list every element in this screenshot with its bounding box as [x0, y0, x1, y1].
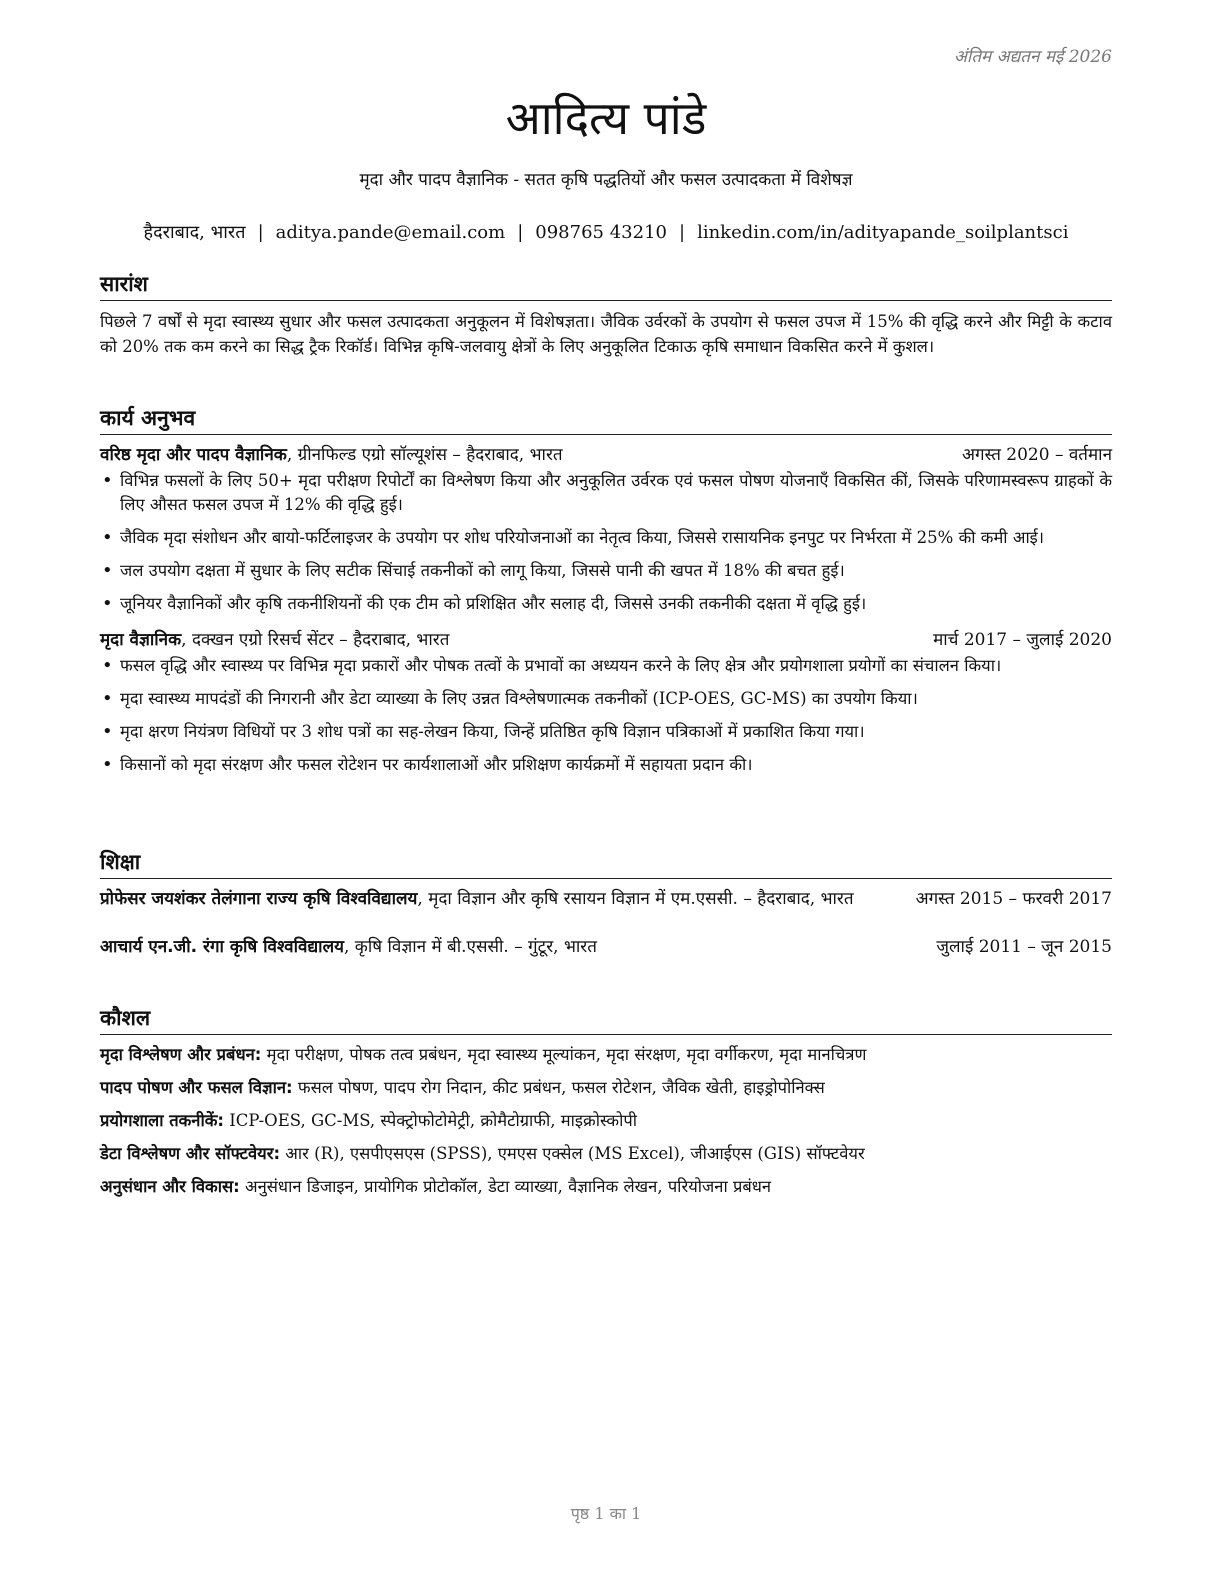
education-dates: अगस्त 2015 – फरवरी 2017	[915, 889, 1112, 909]
skill-label: प्रयोगशाला तकनीकें:	[100, 1111, 224, 1130]
skill-value: आर (R), एसपीएसएस (SPSS), एमएस एक्सेल (MS Excel), जीआईएस (GIS) सॉफ्टवेयर	[280, 1144, 865, 1163]
page-number: पृष्ठ 1 का 1	[570, 1504, 642, 1523]
job-org: , ग्रीनफिल्ड एग्रो सॉल्यूशंस – हैदराबाद, भारत	[286, 445, 563, 465]
skill-value: मृदा परीक्षण, पोषक तत्व प्रबंधन, मृदा स्वास्थ्य मूल्यांकन, मृदा संरक्षण, मृदा वर्गीकरण, मृदा मानचित्रण	[261, 1045, 867, 1064]
job-dates: मार्च 2017 – जुलाई 2020	[933, 630, 1112, 650]
contact-location: हैदराबाद, भारत	[143, 222, 246, 243]
resume-page	[100, 0, 1112, 1584]
contact-separator: |	[517, 222, 524, 243]
education-entry	[100, 935, 1112, 959]
education-section	[100, 848, 1112, 959]
skill-row	[100, 1175, 1112, 1199]
job-header	[100, 443, 1112, 467]
job-bullet: • जैविक मृदा संशोधन और बायो-फर्टिलाइजर के उपयोग पर शोध परियोजनाओं का नेतृत्व किया, जिससे रासायनिक इनपुट पर निर्भरता में 25% की कमी आई।	[120, 526, 1112, 550]
last-updated: अंतिम अद्यतन मई 2026	[953, 47, 1112, 67]
skill-label: डेटा विश्लेषण और सॉफ्टवेयर:	[100, 1144, 281, 1163]
education-institution: प्रोफेसर जयशंकर तेलंगाना राज्य कृषि विश्वविद्यालय	[100, 889, 418, 909]
job-header	[100, 628, 1112, 652]
skill-row	[100, 1142, 1112, 1166]
summary-section	[100, 270, 1112, 359]
job-role: मृदा वैज्ञानिक	[100, 630, 182, 650]
job-bullet: • विभिन्न फसलों के लिए 50+ मृदा परीक्षण रिपोर्टों का विश्लेषण किया और अनुकूलित उर्वरक एवं फसल पोषण योजनाएँ विकसित कीं, जिसके परिणामस्वरूप ग्राहकों के लिए औसत फसल उपज में 12% की वृद्धि हुई।	[120, 469, 1112, 517]
contact-linkedin[interactable]: linkedin.com/in/adityapande_soilplantsci	[697, 222, 1069, 243]
job-entry	[100, 628, 1112, 777]
contact-email[interactable]: aditya.pande@email.com	[275, 222, 506, 243]
skill-row	[100, 1076, 1112, 1100]
job-bullets	[100, 469, 1112, 616]
experience-section	[100, 404, 1112, 786]
section-title-summary: सारांश	[100, 270, 1112, 301]
job-entry	[100, 443, 1112, 616]
education-dates: जुलाई 2011 – जून 2015	[936, 937, 1112, 957]
skill-value: अनुसंधान डिजाइन, प्रायोगिक प्रोटोकॉल, डेटा व्याख्या, वैज्ञानिक लेखन, परियोजना प्रबंधन	[239, 1177, 772, 1196]
job-bullet: • मृदा स्वास्थ्य मापदंडों की निगरानी और डेटा व्याख्या के लिए उन्नत विश्लेषणात्मक तकनीकों (ICP-OES, GC-MS) का उपयोग किया।	[120, 687, 1112, 711]
candidate-name: आदित्य पांडे	[505, 91, 707, 145]
job-dates: अगस्त 2020 – वर्तमान	[962, 445, 1112, 465]
tagline: मृदा और पादप वैज्ञानिक - सतत कृषि पद्धतियों और फसल उत्पादकता में विशेषज्ञ	[359, 170, 853, 190]
contact-separator: |	[257, 222, 264, 243]
education-detail: , कृषि विज्ञान में बी.एससी. – गुंटूर, भारत	[343, 937, 597, 957]
skill-row	[100, 1043, 1112, 1067]
section-title-education: शिक्षा	[100, 848, 1112, 879]
job-bullet: • मृदा क्षरण नियंत्रण विधियों पर 3 शोध पत्रों का सह-लेखन किया, जिन्हें प्रतिष्ठित कृषि विज्ञान पत्रिकाओं में प्रकाशित किया गया।	[120, 720, 1112, 744]
job-bullet: • फसल वृद्धि और स्वास्थ्य पर विभिन्न मृदा प्रकारों और पोषक तत्वों के प्रभावों का अध्ययन करने के लिए क्षेत्र और प्रयोगशाला प्रयोगों का संचालन किया।	[120, 654, 1112, 678]
education-entry	[100, 887, 1112, 911]
contact-line	[100, 220, 1112, 244]
section-title-experience: कार्य अनुभव	[100, 404, 1112, 435]
job-bullet: • जल उपयोग दक्षता में सुधार के लिए सटीक सिंचाई तकनीकों को लागू किया, जिससे पानी की खपत में 18% की बचत हुई।	[120, 559, 1112, 583]
skill-row	[100, 1109, 1112, 1133]
job-role: वरिष्ठ मृदा और पादप वैज्ञानिक	[100, 445, 287, 465]
skill-value: फसल पोषण, पादप रोग निदान, कीट प्रबंधन, फसल रोटेशन, जैविक खेती, हाइड्रोपोनिक्स	[292, 1078, 825, 1097]
job-bullet: • जूनियर वैज्ञानिकों और कृषि तकनीशियनों की एक टीम को प्रशिक्षित और सलाह दी, जिससे उनकी तकनीकी दक्षता में वृद्धि हुई।	[120, 592, 1112, 616]
contact-phone: 098765 43210	[535, 222, 667, 243]
contact-separator: |	[678, 222, 686, 243]
job-org: , दक्खन एग्रो रिसर्च सेंटर – हैदराबाद, भारत	[181, 630, 450, 650]
skill-value: ICP-OES, GC-MS, स्पेक्ट्रोफोटोमेट्री, क्रोमैटोग्राफी, माइक्रोस्कोपी	[224, 1111, 637, 1130]
skill-label: पादप पोषण और फसल विज्ञान:	[100, 1078, 293, 1097]
job-bullets	[100, 654, 1112, 777]
section-title-skills: कौशल	[100, 1004, 1112, 1035]
education-institution: आचार्य एन.जी. रंगा कृषि विश्वविद्यालय	[100, 937, 344, 957]
skills-section	[100, 1004, 1112, 1208]
job-bullet: • किसानों को मृदा संरक्षण और फसल रोटेशन पर कार्यशालाओं और प्रशिक्षण कार्यक्रमों में सहायता प्रदान की।	[120, 753, 1112, 777]
summary-text: पिछले 7 वर्षों से मृदा स्वास्थ्य सुधार और फसल उत्पादकता अनुकूलन में विशेषज्ञता। जैविक उर्वरकों के उपयोग से फसल उपज में 15% की वृद्धि करने और मिट्टी के कटाव को 20% तक कम करने का सिद्ध ट्रैक रिकॉर्ड। विभिन्न कृषि-जलवायु क्षेत्रों के लिए अनुकूलित टिकाऊ कृषि समाधान विकसित करने में कुशल।	[100, 312, 1112, 356]
skill-label: अनुसंधान और विकास:	[100, 1177, 240, 1196]
education-detail: , मृदा विज्ञान और कृषि रसायन विज्ञान में एम.एससी. – हैदराबाद, भारत	[417, 889, 854, 909]
skill-label: मृदा विश्लेषण और प्रबंधन:	[100, 1045, 262, 1064]
